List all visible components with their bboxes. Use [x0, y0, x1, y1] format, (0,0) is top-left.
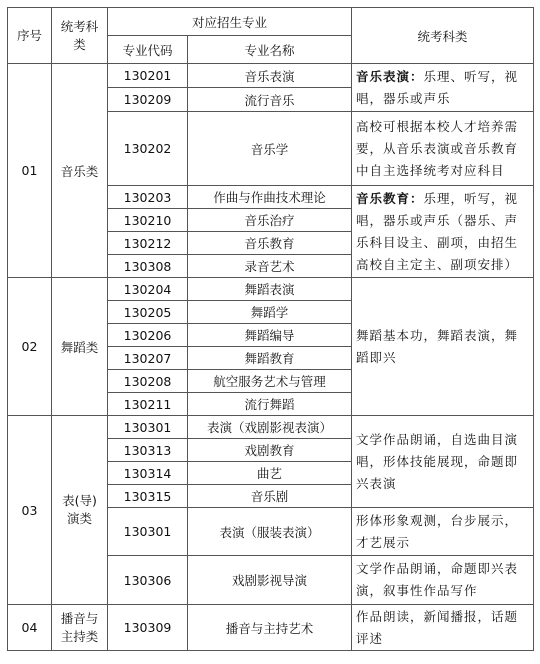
subjects-text: 乐理，听写，视唱，器乐或声乐（器乐、声乐科目设主、副项，由招生高校自主定主、副项安排）	[356, 190, 519, 272]
major-code: 130306	[108, 556, 188, 605]
subjects-text: 作品朗读，新闻播报，话题评述	[356, 608, 519, 646]
major-code: 130207	[108, 347, 188, 370]
major-name: 音乐治疗	[188, 209, 352, 232]
major-name: 舞蹈学	[188, 301, 352, 324]
major-name: 作曲与作曲技术理论	[188, 186, 352, 209]
subjects-cell	[352, 556, 534, 605]
major-code: 130208	[108, 370, 188, 393]
major-code: 130313	[108, 439, 188, 462]
major-code: 130201	[108, 64, 188, 88]
subjects-cell	[352, 112, 534, 186]
major-code: 130309	[108, 605, 188, 651]
major-name: 播音与主持艺术	[188, 605, 352, 651]
header-major-name: 专业名称	[188, 36, 352, 64]
major-name: 音乐剧	[188, 485, 352, 508]
group-seq: 02	[8, 278, 52, 416]
group-seq: 01	[8, 64, 52, 278]
major-name: 流行音乐	[188, 88, 352, 112]
group-category: 表(导)演类	[52, 416, 108, 605]
group-seq: 03	[8, 416, 52, 605]
subjects-text: 文学作品朗诵，自选曲目演唱，形体技能展现，命题即兴表演	[356, 431, 519, 491]
major-name: 舞蹈编导	[188, 324, 352, 347]
major-name: 音乐教育	[188, 232, 352, 255]
major-code: 130205	[108, 301, 188, 324]
header-seq: 序号	[8, 8, 52, 64]
major-code: 130202	[108, 112, 188, 186]
major-name: 音乐表演	[188, 64, 352, 88]
major-code: 130204	[108, 278, 188, 301]
major-name: 航空服务艺术与管理	[188, 370, 352, 393]
major-name: 戏剧教育	[188, 439, 352, 462]
major-name: 戏剧影视导演	[188, 556, 352, 605]
major-name: 曲艺	[188, 462, 352, 485]
table-row	[8, 605, 534, 651]
major-name: 舞蹈教育	[188, 347, 352, 370]
table-row	[8, 278, 534, 301]
major-name: 录音艺术	[188, 255, 352, 278]
major-name: 音乐学	[188, 112, 352, 186]
header-major-code: 专业代码	[108, 36, 188, 64]
major-name: 舞蹈表演	[188, 278, 352, 301]
table-row	[8, 416, 534, 439]
subjects-text: 形体形象观测，台步展示，才艺展示	[356, 512, 519, 550]
major-code: 130315	[108, 485, 188, 508]
major-code: 130301	[108, 508, 188, 556]
major-code: 130212	[108, 232, 188, 255]
group-category: 音乐类	[52, 64, 108, 278]
subjects-text: 舞蹈基本功，舞蹈表演，舞蹈即兴	[356, 327, 519, 365]
group-category: 播音与主持类	[52, 605, 108, 651]
major-code: 130301	[108, 416, 188, 439]
major-code: 130314	[108, 462, 188, 485]
major-name: 表演（服装表演）	[188, 508, 352, 556]
major-code: 130211	[108, 393, 188, 416]
major-code: 130206	[108, 324, 188, 347]
subjects-cell	[352, 278, 534, 416]
group-category: 舞蹈类	[52, 278, 108, 416]
group-seq: 04	[8, 605, 52, 651]
major-code: 130209	[108, 88, 188, 112]
subjects-text: 高校可根据本校人才培养需要，从音乐表演或音乐教育中自主选择统考对应科目	[356, 118, 519, 178]
header-category: 统考科类	[52, 8, 108, 64]
subjects-cell	[352, 186, 534, 278]
subjects-cell	[352, 605, 534, 651]
subjects-cell	[352, 508, 534, 556]
subjects-label: 音乐表演：	[356, 68, 424, 84]
major-name: 表演（戏剧影视表演）	[188, 416, 352, 439]
major-code: 130210	[108, 209, 188, 232]
subjects-cell	[352, 64, 534, 112]
major-name: 流行舞蹈	[188, 393, 352, 416]
major-code: 130203	[108, 186, 188, 209]
admission-table	[7, 7, 534, 651]
subjects-text: 乐理、听写，视唱，器乐或声乐	[356, 68, 519, 106]
subjects-label: 音乐教育：	[356, 190, 424, 206]
header-major-group: 对应招生专业	[108, 8, 352, 36]
subjects-text: 文学作品朗诵，命题即兴表演，叙事性作品写作	[356, 561, 519, 598]
header-subjects: 统考科类	[352, 8, 534, 64]
table-row	[8, 64, 534, 88]
major-code: 130308	[108, 255, 188, 278]
subjects-cell	[352, 416, 534, 508]
